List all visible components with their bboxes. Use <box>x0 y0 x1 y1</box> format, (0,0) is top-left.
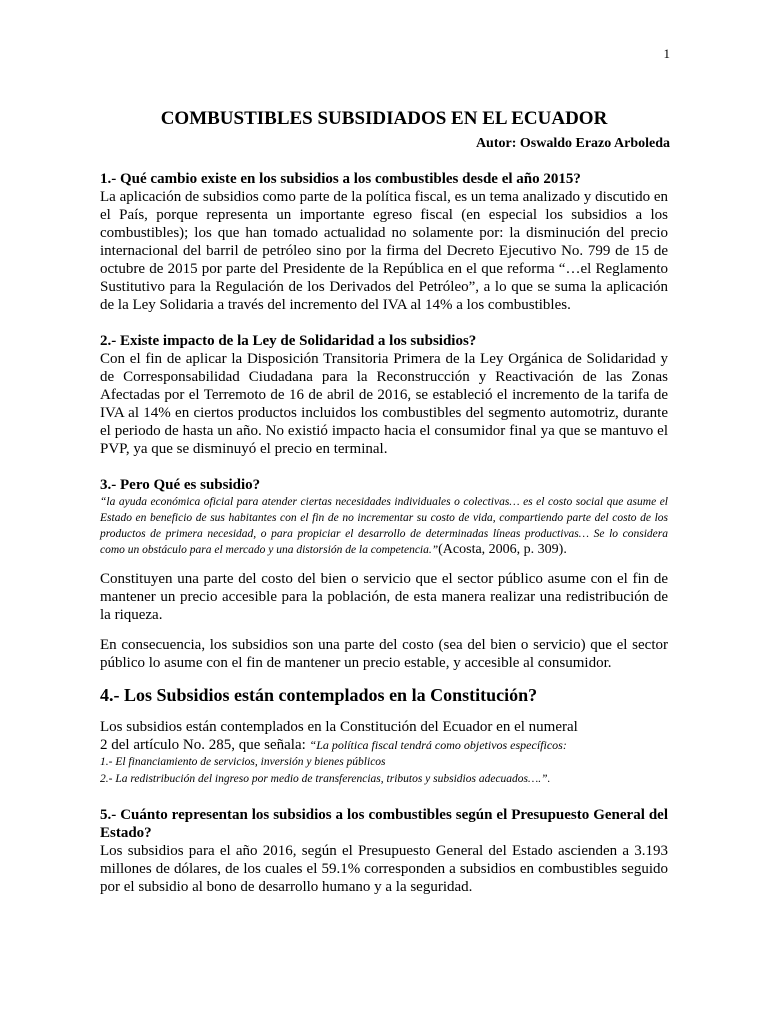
constitution-quote: “La política fiscal tendrá como objetivos específicos: <box>309 738 567 752</box>
section-1-paragraph: La aplicación de subsidios como parte de la política fiscal, es un tema analizado y discutido en el País, porque representa un importante egreso fiscal (en especial los subsidios a los combustibles); los que han tomado actualidad no solamente por: la disminución del precio internacional del barril de petróleo sino por la firma del Decreto Ejecutivo No. 799 de 15 de octubre de 2015 por parte del Presidente de la República en el que reforma “…el Reglamento Sustitutivo para la Regulación de los Derivados del Petróleo”, a lo que se suma la aplicación de la Ley Solidaria a través del incremento del IVA al 14% a los combustibles. <box>100 189 668 313</box>
section-4-line-1: Los subsidios están contemplados en la Constitución del Ecuador en el numeral <box>100 719 578 735</box>
section-2-question: 2.- Existe impacto de la Ley de Solidaridad a los subsidios? <box>100 333 477 349</box>
section-5-question: 5.- Cuánto representan los subsidios a los combustibles según el Presupuesto General del Estado? <box>100 807 668 841</box>
section-4-question: 4.- Los Subsidios están contemplados en la Constitución? <box>100 685 538 705</box>
section-1-question: 1.- Qué cambio existe en los subsidios a los combustibles desde el año 2015? <box>100 171 581 187</box>
section-5-paragraph: Los subsidios para el año 2016, según el Presupuesto General del Estado ascienden a 3.193 millones de dólares, de los cuales el 59.1% corresponden a subsidios en combustibles seguido por el subsidio al bono de desarrollo humano y a la seguridad. <box>100 843 668 895</box>
document-body <box>100 170 668 896</box>
constitution-list-item-2: 2.- La redistribución del ingreso por medio de transferencias, tributos y subsidios adecuados….”. <box>100 773 551 785</box>
constitution-list-item-1: 1.- El financiamiento de servicios, inversión y bienes públicos <box>100 756 386 768</box>
quote-citation: (Acosta, 2006, p. 309). <box>438 542 567 557</box>
section-3-paragraph-2: En consecuencia, los subsidios son una parte del costo (sea del bien o servicio) que el sector público lo asume con el fin de mantener un precio estable, y accesible al consumidor. <box>100 637 668 671</box>
author-line: Autor: Oswaldo Erazo Arboleda <box>475 136 670 151</box>
section-2-paragraph: Con el fin de aplicar la Disposición Transitoria Primera de la Ley Orgánica de Solidaridad y de Corresponsabilidad Ciudadana para la Reconstrucción y Reactivación de las Zonas Afectadas por el Terremoto de 16 de abril de 2016, se estableció el incremento de la tarifa de IVA al 14% en ciertos productos incluidos los combustibles del segmento automotriz, durante el periodo de hasta un año. No existió impacto hacia el consumidor final ya que se mantuvo el PVP, ya que se disminuyó el precio en terminal. <box>100 351 668 457</box>
page-number: 1 <box>663 46 670 61</box>
section-4-line-2-text: 2 del artículo No. 285, que señala: <box>100 737 310 753</box>
section-3-paragraph-1: Constituyen una parte del costo del bien o servicio que el sector público asume con el fin de mantener un precio accesible para la población, de esta manera realizar una redistribución de la riqueza. <box>100 571 668 623</box>
definition-quote <box>100 494 668 558</box>
definition-quote-text: “la ayuda económica oficial para atender ciertas necesidades individuales o colectivas… es el costo social que asume el Estado en beneficio de sus habitantes con el fin de no incrementar su costo de vida, compartiendo parte del costo de los productos de primera necesidad, o para propiciar el desarrollo de determinadas líneas productivas… Se lo considera como un obstáculo para el mercado y una distorsión de la competencia.” <box>100 496 668 556</box>
section-4-line-2 <box>100 736 668 754</box>
section-3-question: 3.- Pero Qué es subsidio? <box>100 477 261 493</box>
document-title: COMBUSTIBLES SUBSIDIADOS EN EL ECUADOR <box>160 108 608 129</box>
